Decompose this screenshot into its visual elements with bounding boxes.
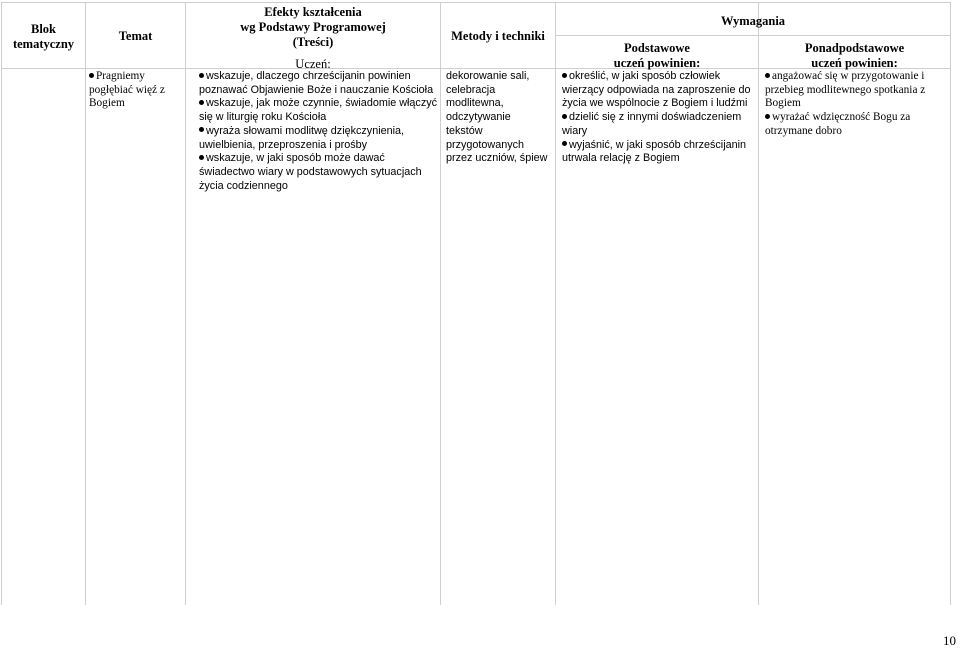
- bullet-icon: [562, 141, 567, 146]
- bullet-icon: [562, 114, 567, 119]
- bullet-icon: [199, 155, 204, 160]
- table-border: [555, 2, 556, 605]
- list-item: wskazuje, w jaki sposób może dawać świadectwo wiary w podstawowych sytuacjach życia codziennego: [199, 152, 422, 192]
- header-ponadpodstawowe: Ponadpodstawowe uczeń powinien:: [804, 41, 905, 70]
- bullet-icon: [765, 73, 770, 78]
- header-metody: Metody i techniki: [451, 29, 545, 43]
- table-border: [555, 35, 951, 36]
- bullet-icon: [89, 73, 94, 78]
- table-border: [185, 2, 186, 605]
- list-item: wyjaśnić, w jaki sposób chrześcijanin utrwala relację z Bogiem: [562, 138, 747, 165]
- list-item: angażować się w przygotowanie i przebieg modlitewnego spotkania z Bogiem: [765, 70, 926, 110]
- temat-cell: Pragniemy pogłębiać więź z Bogiem: [89, 70, 165, 110]
- bullet-icon: [199, 100, 204, 105]
- table-border: [85, 2, 86, 605]
- list-item: wskazuje, jak może czynnie, świadomie włączyć się w liturgię roku Kościoła: [199, 97, 438, 124]
- header-podstawowe: Podstawowe uczeń powinien:: [613, 41, 701, 70]
- metody-cell: dekorowanie sali, celebracja modlitewna, odczytywanie tekstów przygotowanych przez uczniów, śpiew: [446, 70, 548, 165]
- table-border: [1, 2, 951, 3]
- list-item: określić, w jaki sposób człowiek wierzący odpowiada na zaproszenie do życia we wspólnocie z Bogiem i ludźmi: [562, 70, 751, 110]
- table-border: [440, 2, 441, 605]
- bullet-icon: [199, 73, 204, 78]
- header-blok: Blok tematyczny: [12, 22, 75, 51]
- bullet-icon: [199, 127, 204, 132]
- page-number: 10: [943, 633, 956, 648]
- bullet-icon: [562, 73, 567, 78]
- list-item: wskazuje, dlaczego chrześcijanin powinien poznawać Objawienie Boże i nauczanie Kościoła: [199, 70, 434, 96]
- list-item: wyrażać wdzięczność Bogu za otrzymane dobro: [765, 111, 911, 137]
- header-efekty: Efekty kształcenia wg Podstawy Programowej (Treści) Uczeń:: [240, 5, 386, 71]
- table-border: [1, 2, 2, 605]
- efekty-cell: [199, 70, 439, 193]
- ponadpodstawowe-cell: [765, 70, 949, 139]
- list-item: wyraża słowami modlitwę dziękczynienia, uwielbienia, przeproszenia i prośby: [199, 124, 405, 151]
- bullet-icon: [765, 114, 770, 119]
- table-border: [758, 2, 759, 605]
- list-item: dzielić się z innymi doświadczeniem wiary: [562, 111, 742, 137]
- header-wymagania: Wymagania: [720, 14, 786, 28]
- header-temat: Temat: [118, 29, 153, 43]
- table-border: [950, 2, 951, 605]
- podstawowe-cell: [562, 70, 756, 166]
